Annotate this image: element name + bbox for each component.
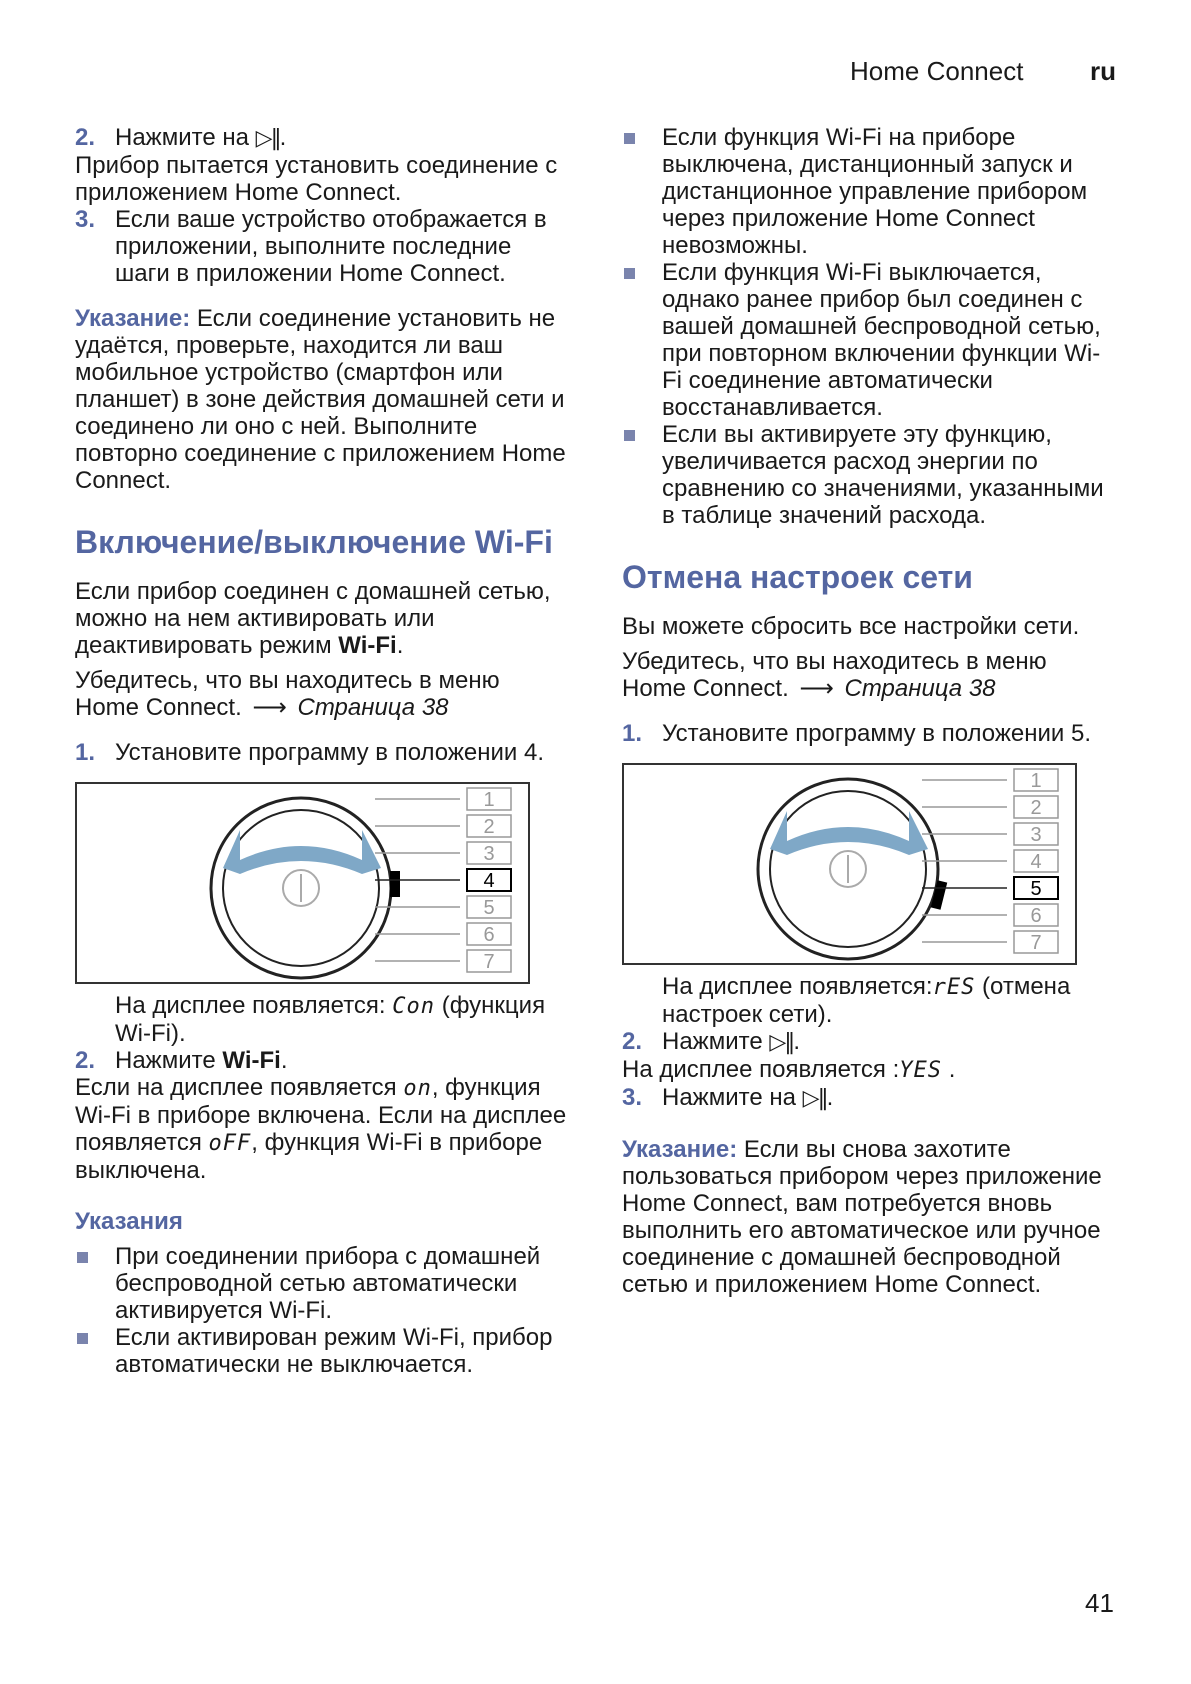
display-text-post: (функция Wi-Fi).: [115, 992, 546, 1047]
dial-position-marker: [390, 871, 400, 897]
reset-intro: Вы можете сбросить все настройки сети.: [622, 613, 1080, 640]
step-text: Если ваше устройство отображается в приложении, выполните последние шаги в приложении Home Connect.: [115, 206, 547, 287]
display-code: rES: [932, 975, 976, 1000]
position-label: 1: [483, 789, 495, 811]
step-number: 2.: [75, 1047, 96, 1074]
step-number: 2.: [75, 124, 96, 151]
wifi-notes-list: [622, 124, 1117, 529]
menu-reference: [75, 667, 570, 721]
note-text: Если соединение установить не удаётся, проверьте, находится ли ваш мобильное устройство (смартфон или планшет) в зоне действия домашней сети и соединено ли оно с ней. Выполните повторно соединение с приложением Home Connect.: [75, 305, 566, 494]
result-text: Если на дисплее появляется: [75, 1074, 397, 1101]
result-text: На дисплее появляется :: [622, 1056, 900, 1083]
position-label: 2: [1030, 797, 1042, 819]
position-label: 3: [1030, 824, 1042, 846]
step-2-wifi: [75, 1047, 570, 1074]
list-item: Если активирован режим Wi-Fi, прибор автоматически не выключается.: [75, 1324, 570, 1378]
step-number: 3.: [75, 206, 96, 233]
step-number: 2.: [622, 1028, 643, 1055]
position-label: 2: [483, 816, 495, 838]
list-item: При соединении прибора с домашней беспроводной сетью автоматически активируется Wi-Fi.: [75, 1243, 570, 1324]
step-punct: .: [793, 1028, 800, 1055]
menu-note-text: Убедитесь, что вы находитесь в меню Home Connect.: [622, 648, 1047, 702]
list-item: Если вы активируете эту функцию, увеличивается расход энергии по сравнению со значениями, указанными в таблице значений расхода.: [622, 421, 1117, 529]
start-pause-icon: ▷‖: [802, 1086, 827, 1111]
display-code-yes: YES: [899, 1058, 943, 1083]
section-heading-reset: Отмена настроек сети: [622, 559, 973, 595]
display-text: На дисплее появляется:: [115, 992, 386, 1019]
position-label: 6: [483, 924, 495, 946]
step-text: Установите программу в положении 5.: [662, 720, 1092, 747]
note-label: Указание:: [75, 305, 191, 332]
position-label: 5: [1030, 878, 1042, 900]
intro-punct: .: [396, 632, 404, 659]
position-label: 5: [483, 897, 495, 919]
step-text: Нажмите на: [115, 124, 249, 151]
step-text: Нажмите: [115, 1047, 216, 1074]
list-item: Если функция Wi-Fi выключается, однако ранее прибор был соединен с вашей домашней беспроводной сетью, при повторном включении функции Wi-Fi соединение автоматически восстанавливается.: [622, 259, 1117, 421]
page-link[interactable]: Страница 38: [297, 694, 449, 721]
arrow-right-icon: ⟶: [252, 694, 287, 721]
menu-note-text: Убедитесь, что вы находитесь в меню Home Connect.: [75, 667, 500, 721]
step-text: Нажмите на: [662, 1084, 796, 1111]
display-code-off: oFF: [208, 1131, 252, 1156]
wifi-result: [75, 1074, 570, 1184]
step-2-press-start: [622, 1028, 1117, 1056]
step-3-press-start: [622, 1084, 1117, 1112]
step-number: 3.: [622, 1084, 643, 1111]
wifi-intro: [75, 578, 570, 659]
wifi-button-label: Wi-Fi: [222, 1047, 281, 1074]
display-text: На дисплее появляется:: [662, 973, 933, 1000]
display-code: Con: [392, 994, 436, 1019]
notes-list: [75, 1243, 570, 1378]
notes-heading: Указания: [75, 1208, 183, 1235]
step-2-press-start: [75, 124, 570, 152]
step-punct: .: [279, 124, 287, 151]
note-reconnect: [622, 1136, 1117, 1298]
step-number: 1.: [622, 720, 643, 747]
left-column: [75, 124, 570, 1378]
position-label: 4: [1030, 851, 1042, 873]
display-info: [75, 992, 570, 1047]
note-label: Указание:: [622, 1136, 738, 1163]
step-2-result: Прибор пытается установить соединение с приложением Home Connect.: [75, 152, 558, 206]
position-label: 1: [1030, 770, 1042, 792]
note-connection: [75, 305, 570, 494]
page-number: 41: [1085, 1588, 1114, 1618]
display-text-post: (отмена настроек сети).: [662, 973, 1071, 1028]
running-header: Home Connect: [850, 56, 1024, 86]
step-1-dial: [75, 739, 570, 766]
display-code-on: on: [403, 1076, 432, 1101]
start-pause-icon: ▷‖: [255, 126, 280, 151]
reset-result: [622, 1056, 1117, 1084]
note-text: Если вы снова захотите пользоваться прибором через приложение Home Connect, вам потребуется вновь выполнить его автоматическое или ручное соединение с домашней беспроводной сетью и приложением Home Connect.: [622, 1136, 1102, 1298]
step-number: 1.: [75, 739, 96, 766]
diagram-frame: [623, 764, 1076, 964]
step-punct: .: [826, 1084, 834, 1111]
position-label: 7: [1030, 932, 1042, 954]
program-dial-diagram: [75, 782, 530, 984]
program-dial-diagram: [622, 763, 1077, 965]
result-text-mid: , функция Wi-Fi в приборе включена. Если на дисплее появляется: [75, 1074, 567, 1156]
section-heading-wifi: Включение/выключение Wi-Fi: [75, 524, 553, 560]
list-item: Если функция Wi-Fi на приборе выключена, дистанционный запуск и дистанционное управление прибором через приложение Home Connect невозможны.: [622, 124, 1117, 259]
position-label: 6: [1030, 905, 1042, 927]
display-info: [622, 973, 1117, 1028]
position-label: 7: [483, 951, 495, 973]
step-1-dial: [622, 720, 1117, 747]
step-punct: .: [280, 1047, 288, 1074]
right-column: [622, 124, 1117, 1298]
position-label: 3: [483, 843, 495, 865]
step-3-app: [75, 206, 570, 287]
menu-reference: [622, 648, 1117, 702]
arrow-right-icon: ⟶: [799, 675, 834, 702]
step-text: Нажмите: [662, 1028, 763, 1055]
diagram-frame: [76, 783, 529, 983]
result-punct: .: [948, 1056, 956, 1083]
step-text: Установите программу в положении 4.: [115, 739, 545, 766]
intro-bold: Wi-Fi: [338, 632, 397, 659]
position-label: 4: [483, 870, 495, 892]
language-code: ru: [1090, 56, 1116, 86]
start-pause-icon: ▷‖: [769, 1030, 794, 1055]
intro-text: Если прибор соединен с домашней сетью, можно на нем активировать или деактивировать режим: [75, 578, 551, 659]
page-link[interactable]: Страница 38: [844, 675, 996, 702]
result-text-end: , функция Wi-Fi в приборе выключена.: [75, 1129, 543, 1184]
